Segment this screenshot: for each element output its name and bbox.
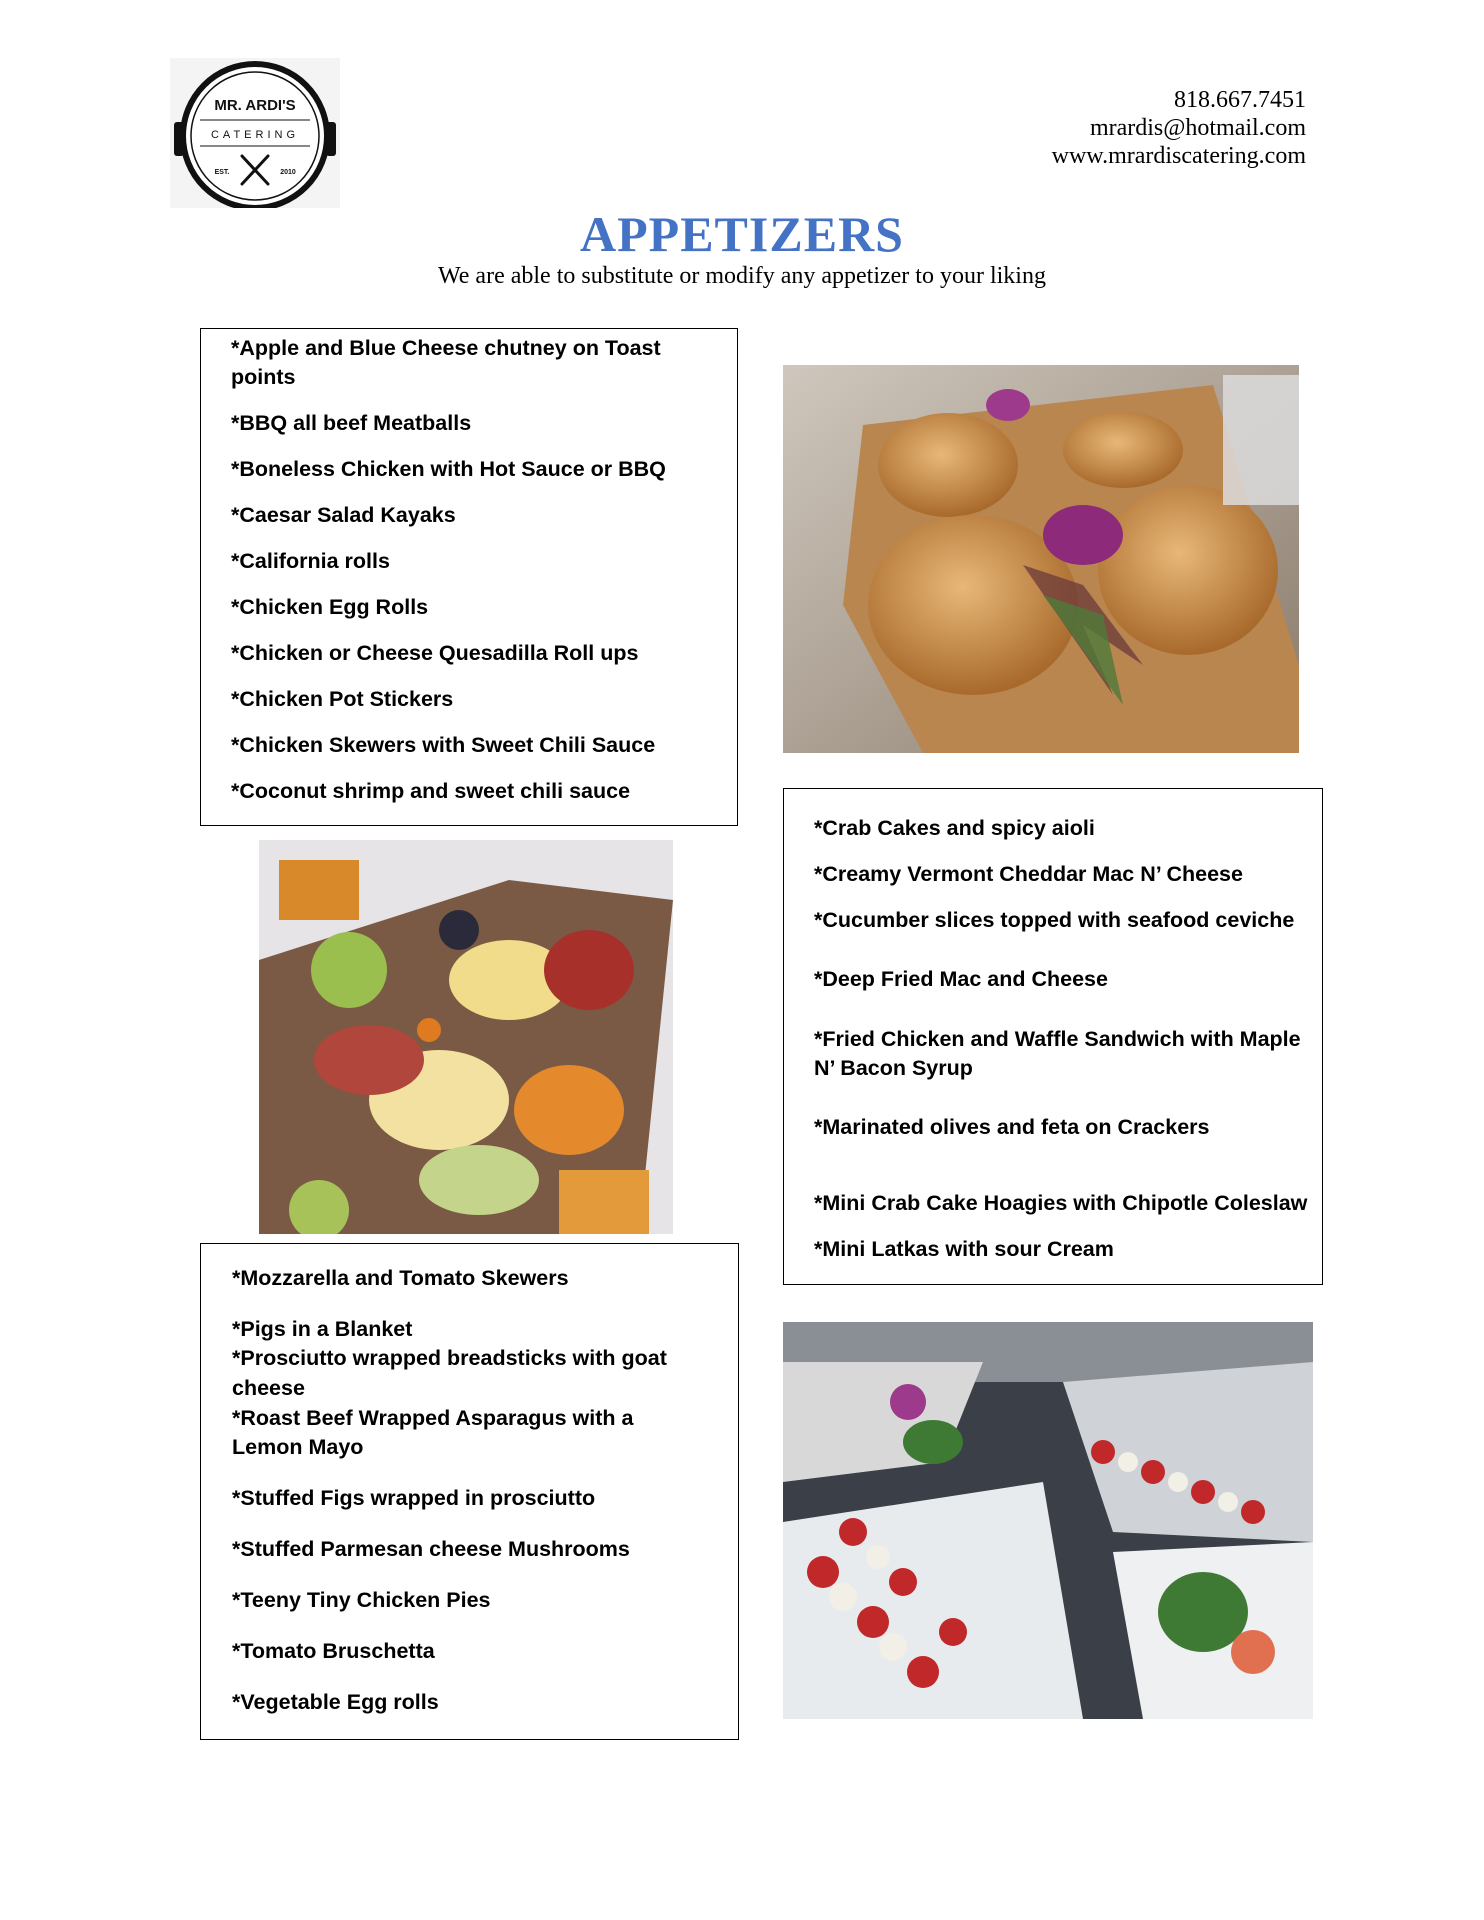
list-item: *Chicken Pot Stickers	[231, 687, 454, 711]
list-item: *Stuffed Parmesan cheese Mushrooms	[232, 1537, 630, 1561]
empanadas-photo	[783, 365, 1299, 753]
list-item: *Mini Latkas with sour Cream	[814, 1237, 1114, 1261]
list-item: N’ Bacon Syrup	[814, 1056, 973, 1080]
list-item: cheese	[232, 1376, 305, 1400]
logo-badge	[170, 58, 340, 208]
logo-est-label: EST.	[214, 169, 230, 176]
list-item: *Marinated olives and feta on Crackers	[814, 1115, 1210, 1139]
logo-name: MR. ARDI'S	[214, 97, 296, 114]
list-item: *Fried Chicken and Waffle Sandwich with Maple	[814, 1027, 1301, 1051]
page-title: APPETIZERS	[580, 206, 904, 262]
charcuterie-photo	[259, 840, 673, 1234]
appetizer-list-box-2	[783, 788, 1323, 1285]
website-link[interactable]: www.mrardiscatering.com	[1051, 143, 1306, 169]
list-item: *Crab Cakes and spicy aioli	[814, 816, 1095, 840]
list-item: *Vegetable Egg rolls	[232, 1690, 439, 1714]
list-item: *Apple and Blue Cheese chutney on Toast	[231, 336, 661, 360]
contact-info	[1052, 86, 1306, 170]
list-item: *Tomato Bruschetta	[232, 1639, 435, 1663]
page-subtitle: We are able to substitute or modify any appetizer to your liking	[438, 263, 1046, 289]
list-item: *Mozzarella and Tomato Skewers	[232, 1266, 569, 1290]
list-item: *Boneless Chicken with Hot Sauce or BBQ	[231, 457, 666, 481]
list-item: *Pigs in a Blanket	[232, 1317, 413, 1341]
appetizer-list-box-1	[200, 328, 738, 826]
list-item: *Roast Beef Wrapped Asparagus with a	[232, 1406, 634, 1430]
list-item: *BBQ all beef Meatballs	[231, 411, 472, 435]
list-item: Lemon Mayo	[232, 1435, 364, 1459]
list-item: *Chicken or Cheese Quesadilla Roll ups	[231, 641, 639, 665]
logo-tagline: CATERING	[210, 129, 300, 141]
list-item: *Chicken Egg Rolls	[231, 595, 429, 619]
appetizer-list-box-3	[200, 1243, 739, 1740]
list-item: points	[231, 365, 296, 389]
list-item: *Prosciutto wrapped breadsticks with goat	[232, 1346, 667, 1370]
catering-logo	[170, 58, 340, 208]
list-item: *California rolls	[231, 549, 390, 573]
logo-year: 2010	[280, 169, 296, 176]
phone-number: 818.667.7451	[1174, 87, 1306, 113]
list-item: *Stuffed Figs wrapped in prosciutto	[232, 1486, 596, 1510]
list-item: *Coconut shrimp and sweet chili sauce	[231, 779, 631, 803]
list-item: *Teeny Tiny Chicken Pies	[232, 1588, 491, 1612]
list-item: *Mini Crab Cake Hoagies with Chipotle Coleslaw	[814, 1191, 1308, 1215]
list-item: *Chicken Skewers with Sweet Chili Sauce	[231, 733, 656, 757]
list-item: *Deep Fried Mac and Cheese	[814, 967, 1108, 991]
list-item: *Caesar Salad Kayaks	[231, 503, 456, 527]
email-address[interactable]: mrardis@hotmail.com	[1089, 115, 1306, 141]
list-item: *Creamy Vermont Cheddar Mac N’ Cheese	[814, 862, 1243, 886]
skewers-platter-photo	[783, 1322, 1313, 1719]
list-item: *Cucumber slices topped with seafood ceviche	[814, 908, 1295, 932]
